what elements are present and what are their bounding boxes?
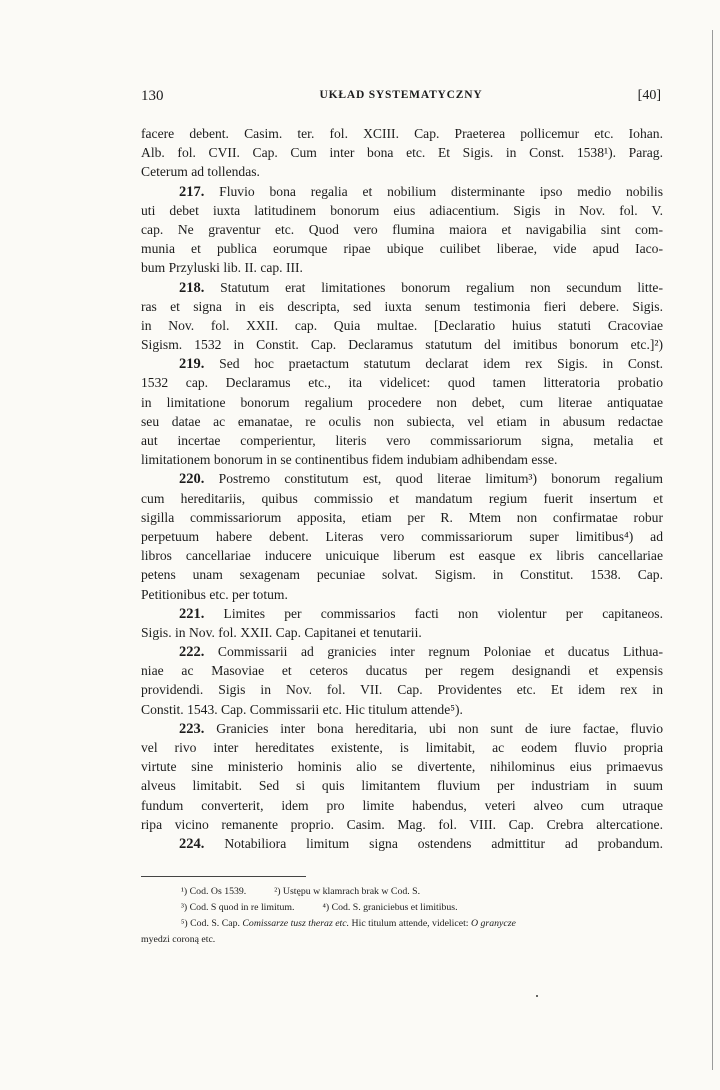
text-line [141,604,663,623]
paragraph-number: 221. [179,605,205,622]
text-line [141,335,663,354]
text-line-content: virtute sine ministerio hominis alio se divertente, nihilominus eius primaevus [141,759,663,775]
text-line [141,815,663,834]
text-line [141,642,663,661]
text-line-content: cum hereditariis, quibus commissio et mandatum regium fuerit insertum et [141,490,663,506]
text-line-content: facere debent. Casim. ter. fol. XCIII. Cap. Praeterea pollicemur etc. Iohan. [141,126,663,141]
text-line [141,354,663,373]
text-line-content: Sigis. in Nov. fol. XXII. Cap. Capitanei et tenutarii. [141,624,422,640]
text-line [141,182,663,201]
running-title: UKŁAD SYSTEMATYCZNY [319,89,483,101]
text-line-content: bum Przyluski lib. II. cap. III. [141,260,303,276]
footnote-5-continuation: myedzi coroną etc. [141,934,216,945]
text-line [141,585,663,604]
footnote-2: ²) Ustępu w klamrach brak w Cod. S. [274,886,421,897]
paragraph-number: 222. [179,644,205,661]
text-line [141,661,663,680]
footnote-row [141,884,663,900]
paragraph-number: 217. [179,183,205,200]
page-number: 130 [141,88,164,104]
text-line-content: Sigism. 1532 in Constit. Cap. Declaramus statutum del imitibus bonorum etc.]²) [141,337,663,353]
text-line [141,297,663,316]
paragraph-number: 224. [179,835,205,852]
footnote-row [141,900,663,916]
text-line [141,546,663,565]
text-line [141,834,663,853]
text-line-content: in Nov. fol. XXII. cap. Quia multae. [Declaratio huius statuti Cracoviae [141,317,663,333]
text-line-content: libros cancellariae inducere unicuique liberum est easque ex libris cancellariae [141,548,663,564]
text-line [141,757,663,776]
text-line-content: sigilla commissariorum apposita, etiam per R. Mtem non confirmatae robur [141,509,663,525]
text-line-content: Limites per commissarios facti non violentur per capitaneos. [204,605,663,621]
footnote-1: ¹) Cod. Os 1539. [181,886,247,897]
text-line [141,162,663,181]
text-line-content: fundum converterit, idem pro limite habendus, veteri alveo cum utraque [141,797,663,813]
text-line-content: Commissarii ad granicies inter regnum Poloniae et ducatus Lithua- [204,644,663,660]
running-header [141,88,661,108]
text-line [141,796,663,815]
text-line [141,278,663,297]
text-line-content: uti debet iuxta latitudinem bonorum eius adiacentium. Sigis in Nov. fol. V. [141,202,663,218]
text-line-content: Ceterum ad tollendas. [141,164,260,180]
section-number: [40] [637,88,661,103]
text-line [141,738,663,757]
paragraph-number: 218. [179,279,205,296]
text-line-content: in limitatione bonorum regalium procedere non debet, cum literae antiquatae [141,394,663,410]
text-line [141,412,663,431]
text-line-content: Constit. 1543. Cap. Commissarii etc. Hic titulum attende⁵). [141,701,463,717]
text-line-content: Sed hoc praetactum statutum declarat idem rex Sigis. in Const. [204,356,663,372]
footnote-rule [141,876,306,877]
text-line-content: Postremo constitutum est, quod literae limitum³) bonorum regalium [204,471,663,487]
text-line [141,124,663,143]
text-line [141,258,663,277]
paragraph-number: 223. [179,720,205,737]
text-line [141,469,663,488]
text-line-content: aut incertae comperientur, literis vero commissariorum signa, metalia et [141,433,663,448]
text-line-content: 1532 cap. Declaramus etc., ita videlicet: quod tamen litteratoria probatio [141,375,663,391]
text-line-content: Alb. fol. CVII. Cap. Cum inter bona etc. Et Sigis. in Const. 1538¹). Parag. [141,145,663,161]
text-line [141,239,663,258]
print-speck [536,995,538,997]
text-line-content: Granicies inter bona hereditaria, ubi non sunt de iure factae, fluvio [204,720,663,736]
text-line-content: Statutum erat limitationes bonorum regalium non secundum litte- [204,279,663,295]
text-line [141,719,663,738]
text-line [141,565,663,584]
paragraph-number: 219. [179,356,205,373]
text-line [141,316,663,335]
text-line-content: ras et signa in eis descripta, sed iuxta senum testimonia fieri debere. Sigis. [141,298,663,314]
text-line [141,220,663,239]
footnote-3: ³) Cod. S quod in re limitum. [181,902,295,913]
text-line [141,373,663,392]
text-line-content: munia et publica eorumque ripae ubique cuilibet liberae, vide apud Iaco- [141,241,663,257]
text-line-content: Petitionibus etc. per totum. [141,586,288,602]
text-line [141,450,663,469]
text-line-content: petens unam sexagenam pecuniae solvat. Sigism. in Constitut. 1538. Cap. [141,567,663,583]
text-line [141,489,663,508]
text-line-content: Notabiliora limitum signa ostendens admittitur ad probandum. [204,835,663,851]
text-line-content: niae ac Masoviae et ceteros ducatus per regem designandi et expensis [141,663,663,679]
text-line-content: seu datae ac emanatae, re oculis non subiecta, vel etiam in abusum redactae [141,413,663,429]
footnote-5: ⁵) Cod. S. Cap. Comissarze tusz theraz etc. Hic titulum attende, videlicet: O granycze [181,918,516,929]
text-line-content: alveus limitabit. Sed si quis limitantem fluvium per industriam in suum [141,778,663,794]
text-line-content: limitationem bonorum in se continentibus fidem indubiam adhibendam esse. [141,452,558,468]
text-line [141,623,663,642]
text-line [141,201,663,220]
page-edge-line [712,30,713,1070]
text-line [141,508,663,527]
text-line [141,431,663,450]
text-line [141,527,663,546]
text-line-content: Fluvio bona regalia et nobilium disterminante ipso medio nobilis [204,183,663,199]
text-line [141,700,663,719]
text-line-content: cap. Ne graventur etc. Quod vero flumina maiora et navigabilia sint com- [141,221,663,237]
text-line [141,776,663,795]
text-line [141,143,663,162]
text-line-content: perpetuum habere debent. Literas vero commissariorum super limitibus⁴) ad [141,528,663,544]
main-text [141,124,663,853]
text-line-content: providendi. Sigis in Nov. fol. VII. Cap. Providentes etc. Et idem rex in [141,682,663,698]
text-line [141,680,663,699]
paragraph-number: 220. [179,471,205,488]
text-line-content: vel rivo inter hereditates existente, is limitabit, ac eodem fluvio propria [141,740,663,755]
footnotes [141,884,663,948]
footnote-4: ⁴) Cod. S. graniciebus et limitibus. [322,902,458,913]
text-line [141,393,663,412]
text-line-content: ripa vicino remanente proprio. Casim. Mag. fol. VIII. Cap. Crebra altercatione. [141,816,663,832]
